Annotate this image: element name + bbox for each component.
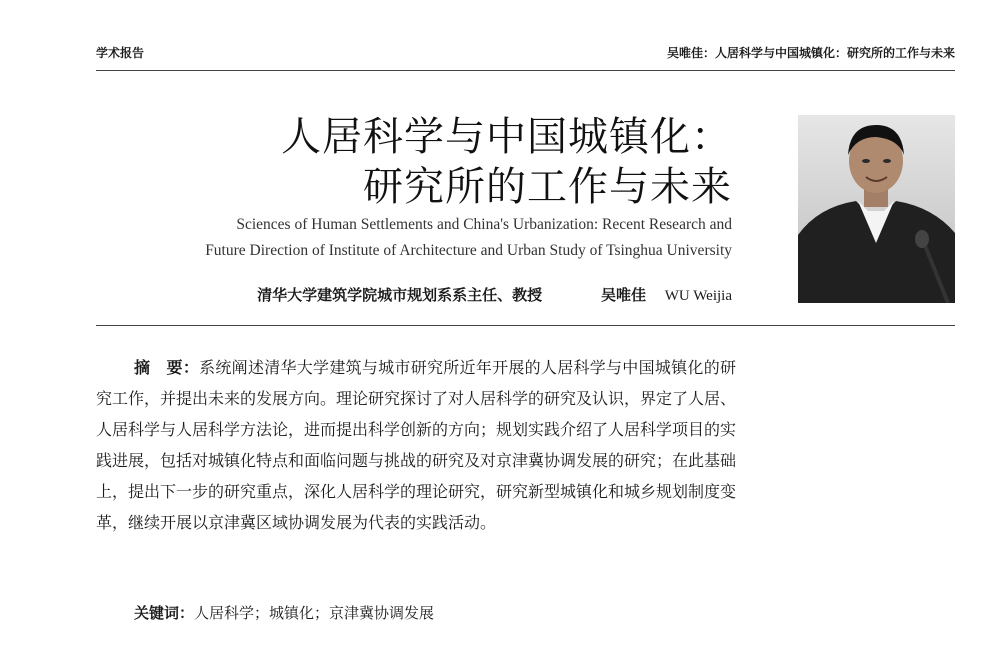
abstract-label: 摘 要： (134, 358, 200, 377)
english-title-line-1: Sciences of Human Settlements and China's Urbanization: Recent Research and (236, 216, 732, 233)
author-portrait-image (798, 115, 955, 303)
abstract (96, 352, 736, 538)
english-title (205, 212, 732, 264)
author-line (257, 284, 732, 305)
section-label: 学术报告 (96, 46, 145, 60)
author-name-en: WU Weijia (664, 288, 732, 304)
keywords-text: 人居科学；城镇化；京津冀协调发展 (194, 604, 435, 622)
article-title (281, 112, 732, 212)
author-name-cn: 吴唯佳 (600, 286, 646, 304)
keywords (134, 602, 434, 623)
author-photo (798, 115, 955, 303)
title-line-2: 研究所的工作与未来 (363, 164, 732, 210)
english-title-line-2: Future Direction of Institute of Architecture and Urban Study of Tsinghua University (205, 242, 732, 259)
middle-divider (96, 325, 955, 326)
running-title: 吴唯佳：人居科学与中国城镇化：研究所的工作与未来 (666, 46, 955, 60)
abstract-text: 系统阐述清华大学建筑与城市研究所近年开展的人居科学与中国城镇化的研究工作，并提出未来的发展方向。理论研究探讨了对人居科学的研究及认识，界定了人居、人居科学与人居科学方法论，进而提出科学创新的方向；规划实践介绍了人居科学项目的实践进展，包括对城镇化特点和面临问题与挑战的研究及对京津冀协调发展的研究；在此基础上，提出下一步的研究重点，深化人居科学的理论研究，研究新型城镇化和城乡规划制度变革，继续开展以京津冀区域协调发展为代表的实践活动。 (96, 358, 737, 532)
title-line-1: 人居科学与中国城镇化： (281, 114, 732, 160)
top-divider (96, 70, 955, 71)
author-affiliation: 清华大学建筑学院城市规划系系主任、教授 (257, 286, 543, 304)
keywords-label: 关键词： (134, 604, 195, 622)
